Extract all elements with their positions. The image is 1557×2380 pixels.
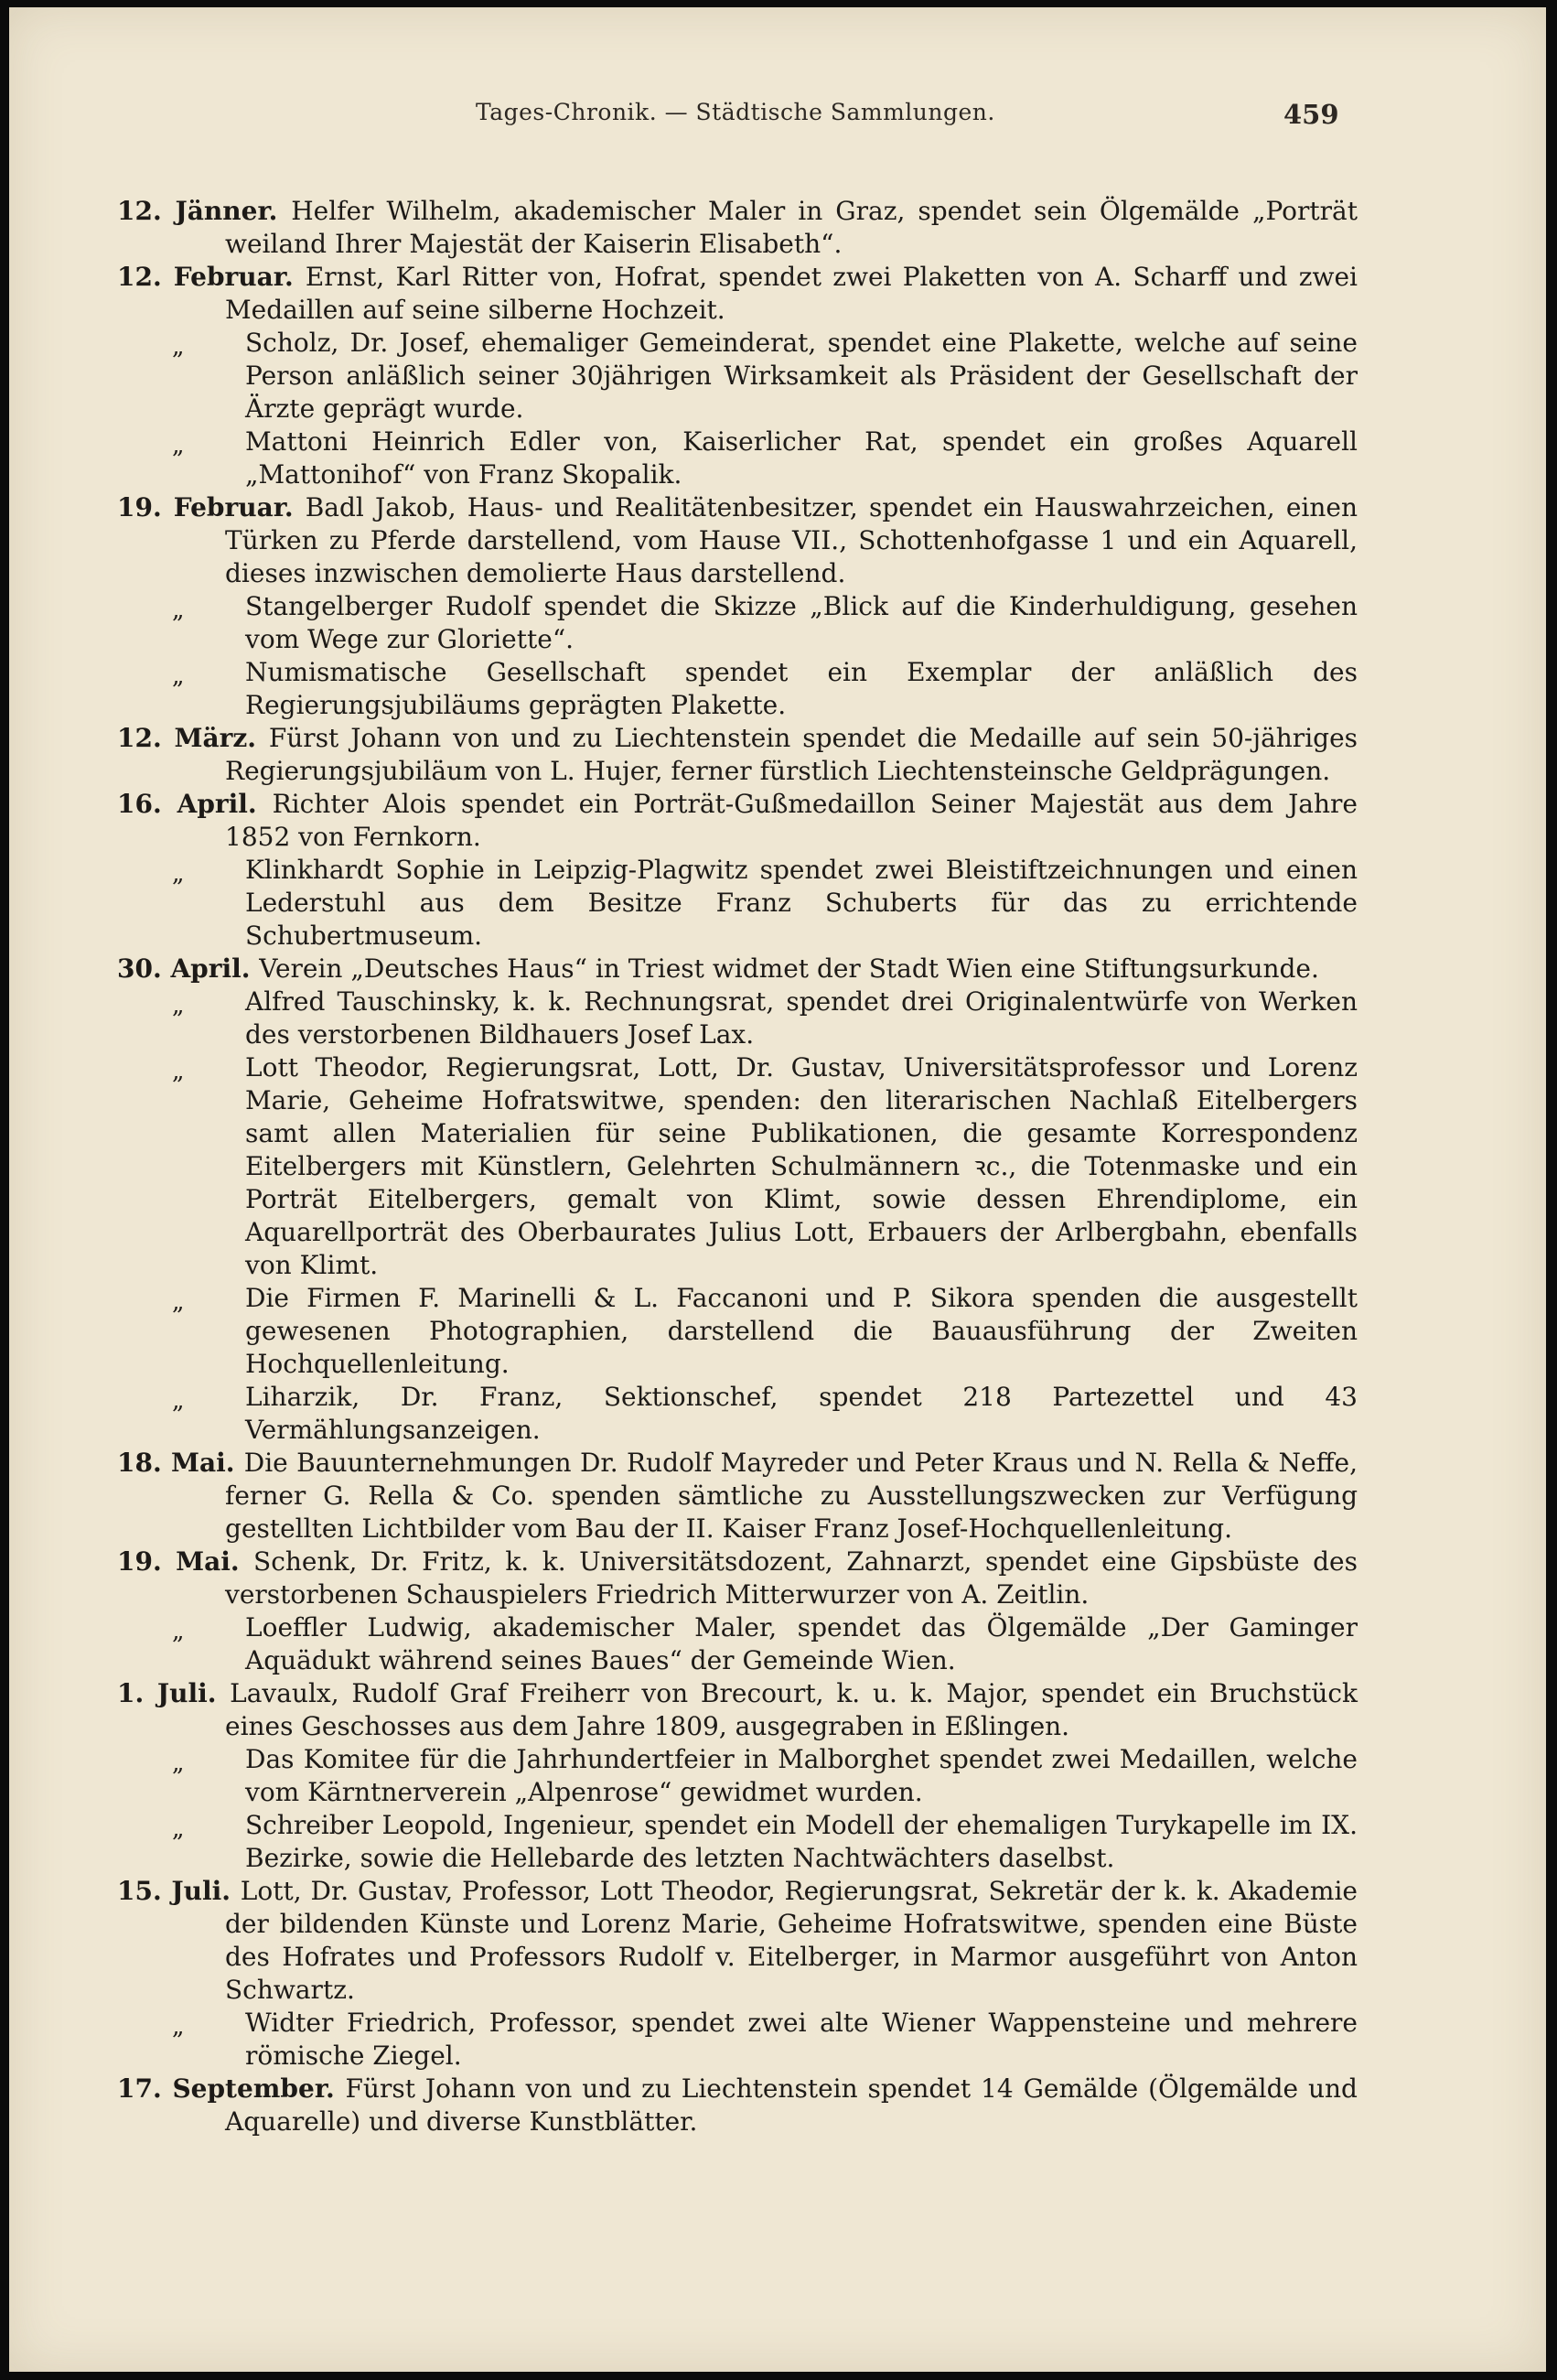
chronicle-entry xyxy=(117,261,1358,327)
chronicle-entry xyxy=(117,2007,1358,2073)
chronicle-entry xyxy=(117,1809,1358,1875)
chronicle-entry xyxy=(117,1545,1358,1611)
chronicle-entry xyxy=(117,2073,1358,2138)
entry-text: Numismatische Gesellschaft spendet ein Exemplar der anläßlich des Regierungsjubiläums geprägten Plakette. xyxy=(245,657,1358,720)
ditto-mark: „ xyxy=(172,1387,185,1415)
ditto-mark: „ xyxy=(172,860,185,888)
entry-text: Scholz, Dr. Josef, ehemaliger Gemeinderat, spendet eine Plakette, welche auf seine Person anläßlich seiner 30jährigen Wirksamkeit als Präsident der Gesellschaft der Ärzte geprägt wurde. xyxy=(245,328,1358,424)
chronicle-entry xyxy=(117,1743,1358,1809)
entry-text: Widter Friedrich, Professor, spendet zwei alte Wiener Wappensteine und mehrere römische Ziegel. xyxy=(245,2008,1358,2071)
ditto-mark: „ xyxy=(172,1618,185,1645)
entry-date: 30. April. xyxy=(117,953,260,984)
ditto-mark: „ xyxy=(172,1058,185,1085)
entry-date: 18. Mai. xyxy=(117,1448,244,1478)
entry-text: Fürst Johann von und zu Liechtenstein spendet die Medaille auf sein 50-jähriges Regierungsjubiläum von L. Hujer, ferner fürstlich Liechtensteinsche Geldprägungen. xyxy=(225,723,1358,786)
entry-text: Die Bauunternehmungen Dr. Rudolf Mayreder und Peter Kraus und N. Rella & Neffe, ferner G. Rella & Co. spenden sämtliche zu Ausstellungszwecken zur Verfügung gestellten Lichtbilder vom Bau der II. Kaiser Franz Josef-Hochquellenleitung. xyxy=(225,1448,1358,1544)
entry-date: 12. Februar. xyxy=(117,262,306,292)
ditto-mark: „ xyxy=(172,662,185,690)
chronicle-entry xyxy=(117,722,1358,788)
entry-date: 15. Juli. xyxy=(117,1876,241,1906)
entry-text: Das Komitee für die Jahrhundertfeier in Malborghet spendet zwei Medaillen, welche vom Kärntnerverein „Alpenrose“ gewidmet wurden. xyxy=(245,1744,1358,1807)
entry-text: Liharzik, Dr. Franz, Sektionschef, spendet 218 Partezettel und 43 Vermählungsanzeigen. xyxy=(245,1382,1358,1445)
ditto-mark: „ xyxy=(172,432,185,459)
entry-date: 17. September. xyxy=(117,2073,346,2104)
ditto-mark: „ xyxy=(172,1750,185,1777)
ditto-mark: „ xyxy=(172,333,185,361)
entry-text: Fürst Johann von und zu Liechtenstein spendet 14 Gemälde (Ölgemälde und Aquarelle) und diverse Kunstblätter. xyxy=(225,2073,1358,2137)
entry-text: Schenk, Dr. Fritz, k. k. Universitätsdozent, Zahnarzt, spendet eine Gipsbüste des verstorbenen Schauspielers Friedrich Mitterwurzer von A. Zeitlin. xyxy=(225,1546,1358,1610)
chronicle-entry xyxy=(117,491,1358,590)
chronicle-entry xyxy=(117,1677,1358,1743)
ditto-mark: „ xyxy=(172,1815,185,1843)
ditto-mark: „ xyxy=(172,2013,185,2041)
chronicle-entry xyxy=(117,327,1358,425)
ditto-mark: „ xyxy=(172,597,185,624)
entry-text: Helfer Wilhelm, akademischer Maler in Graz, spendet sein Ölgemälde „Porträt weiland Ihrer Majestät der Kaiserin Elisabeth“. xyxy=(225,196,1358,259)
chronicle-entry xyxy=(117,656,1358,722)
page-number: 459 xyxy=(1283,99,1339,130)
entry-date: 19. Februar. xyxy=(117,492,306,522)
chronicle-entry xyxy=(117,425,1358,491)
entry-date: 16. April. xyxy=(117,789,273,819)
entry-date: 1. Juli. xyxy=(117,1678,231,1708)
entry-date: 12. März. xyxy=(117,723,269,753)
chronicle-entry xyxy=(117,1381,1358,1447)
entry-text: Verein „Deutsches Haus“ in Triest widmet der Stadt Wien eine Stiftungsurkunde. xyxy=(259,953,1319,984)
chronicle-entry xyxy=(117,854,1358,953)
ditto-mark: „ xyxy=(172,992,185,1019)
ditto-mark: „ xyxy=(172,1288,185,1316)
entry-text: Mattoni Heinrich Edler von, Kaiserlicher Rat, spendet ein großes Aquarell „Mattonihof“ von Franz Skopalik. xyxy=(245,426,1358,490)
chronicle-entry xyxy=(117,195,1358,261)
chronicle-entry xyxy=(117,985,1358,1051)
entry-date: 19. Mai. xyxy=(117,1546,254,1577)
entry-text: Richter Alois spendet ein Porträt-Gußmedaillon Seiner Majestät aus dem Jahre 1852 von Fernkorn. xyxy=(225,789,1358,852)
chronicle-entry xyxy=(117,1875,1358,2007)
entry-text: Lavaulx, Rudolf Graf Freiherr von Brecourt, k. u. k. Major, spendet ein Bruchstück eines Geschosses aus dem Jahre 1809, ausgegraben in Eßlingen. xyxy=(225,1678,1358,1741)
entry-text: Klinkhardt Sophie in Leipzig-Plagwitz spendet zwei Bleistiftzeichnungen und einen Lederstuhl aus dem Besitze Franz Schuberts für das zu errichtende Schubertmuseum. xyxy=(245,855,1358,951)
entry-text: Lott, Dr. Gustav, Professor, Lott Theodor, Regierungsrat, Sekretär der k. k. Akademie der bildenden Künste und Lorenz Marie, Geheime Hofratswitwe, spenden eine Büste des Hofrates und Professors Rudolf v. Eitelberger, in Marmor ausgeführt von Anton Schwartz. xyxy=(225,1876,1358,2005)
chronicle-entry xyxy=(117,788,1358,854)
entry-date: 12. Jänner. xyxy=(117,196,292,226)
entry-text: Die Firmen F. Marinelli & L. Faccanoni und P. Sikora spenden die ausgestellt gewesenen Photographien, darstellend die Bauausführung der Zweiten Hochquellenleitung. xyxy=(245,1283,1358,1379)
book-page xyxy=(9,7,1546,2372)
entry-text: Loeffler Ludwig, akademischer Maler, spendet das Ölgemälde „Der Gaminger Aquädukt während seines Baues“ der Gemeinde Wien. xyxy=(245,1612,1358,1675)
entry-text: Lott Theodor, Regierungsrat, Lott, Dr. Gustav, Universitätsprofessor und Lorenz Marie, Geheime Hofratswitwe, spenden: den literarischen Nachlaß Eitelbergers samt allen Materialien für seine Publikationen, die gesamte Korrespondenz Eitelbergers mit Künstlern, Gelehrten Schulmännern ꝛc., die Totenmaske und ein Porträt Eitelbergers, gemalt von Klimt, sowie dessen Ehrendiplome, ein Aquarellporträt des Oberbaurates Julius Lott, Erbauers der Arlbergbahn, ebenfalls von Klimt. xyxy=(245,1052,1358,1280)
chronicle-entry xyxy=(117,1447,1358,1545)
entry-text: Badl Jakob, Haus- und Realitätenbesitzer, spendet ein Hauswahrzeichen, einen Türken zu Pferde darstellend, vom Hause VII., Schottenhofgasse 1 und ein Aquarell, dieses inzwischen demolierte Haus darstellend. xyxy=(225,492,1358,588)
entry-text: Stangelberger Rudolf spendet die Skizze „Blick auf die Kinderhuldigung, gesehen vom Wege zur Gloriette“. xyxy=(245,591,1358,654)
chronicle-entry xyxy=(117,1282,1358,1381)
running-head-title: Tages-Chronik. — Städtische Sammlungen. xyxy=(476,99,995,125)
chronicle-entry xyxy=(117,953,1358,985)
chronicle-entries xyxy=(117,195,1358,2138)
entry-text: Schreiber Leopold, Ingenieur, spendet ein Modell der ehemaligen Turykapelle im IX. Bezirke, sowie die Hellebarde des letzten Nachtwächters daselbst. xyxy=(245,1810,1358,1873)
entry-text: Ernst, Karl Ritter von, Hofrat, spendet zwei Plaketten von A. Scharff und zwei Medaillen auf seine silberne Hochzeit. xyxy=(225,262,1358,325)
chronicle-entry xyxy=(117,1051,1358,1282)
chronicle-entry xyxy=(117,1611,1358,1677)
entry-text: Alfred Tauschinsky, k. k. Rechnungsrat, spendet drei Originalentwürfe von Werken des verstorbenen Bildhauers Josef Lax. xyxy=(245,986,1358,1050)
chronicle-entry xyxy=(117,590,1358,656)
